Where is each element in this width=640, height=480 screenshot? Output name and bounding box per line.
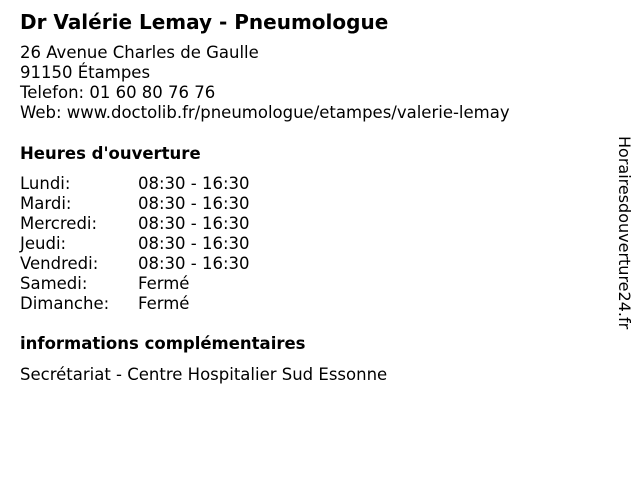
hours-value: 08:30 - 16:30 (138, 254, 250, 273)
address-block (20, 43, 510, 123)
hours-value: Fermé (138, 274, 190, 293)
day-label: Vendredi: (20, 254, 99, 273)
hours-row-tuesday (20, 194, 420, 214)
day-label: Lundi: (20, 174, 71, 193)
additional-info-text: Secrétariat - Centre Hospitalier Sud Essonne (20, 365, 388, 384)
page-title: Dr Valérie Lemay - Pneumologue (20, 10, 389, 34)
hours-row-friday (20, 254, 420, 274)
hours-row-wednesday (20, 214, 420, 234)
watermark-text: Horairesdouverture24.fr (615, 136, 634, 330)
day-label: Mardi: (20, 194, 72, 213)
hours-value: 08:30 - 16:30 (138, 174, 250, 193)
hours-row-monday (20, 174, 420, 194)
site-watermark (613, 136, 635, 346)
phone-number: Telefon: 01 60 80 76 76 (20, 83, 216, 102)
hours-value: 08:30 - 16:30 (138, 234, 250, 253)
city-postal-code: 91150 Étampes (20, 63, 151, 82)
hours-row-thursday (20, 234, 420, 254)
additional-info-heading: informations complémentaires (20, 334, 306, 353)
day-label: Jeudi: (20, 234, 67, 253)
hours-value: Fermé (138, 294, 190, 313)
opening-hours-table (20, 174, 420, 314)
day-label: Dimanche: (20, 294, 110, 313)
opening-hours-heading: Heures d'ouverture (20, 144, 201, 163)
hours-value: 08:30 - 16:30 (138, 194, 250, 213)
hours-value: 08:30 - 16:30 (138, 214, 250, 233)
website-link[interactable]: Web: www.doctolib.fr/pneumologue/etampes/valerie-lemay (20, 103, 510, 122)
street-address: 26 Avenue Charles de Gaulle (20, 43, 259, 62)
day-label: Mercredi: (20, 214, 98, 233)
hours-row-saturday (20, 274, 420, 294)
hours-row-sunday (20, 294, 420, 314)
day-label: Samedi: (20, 274, 88, 293)
